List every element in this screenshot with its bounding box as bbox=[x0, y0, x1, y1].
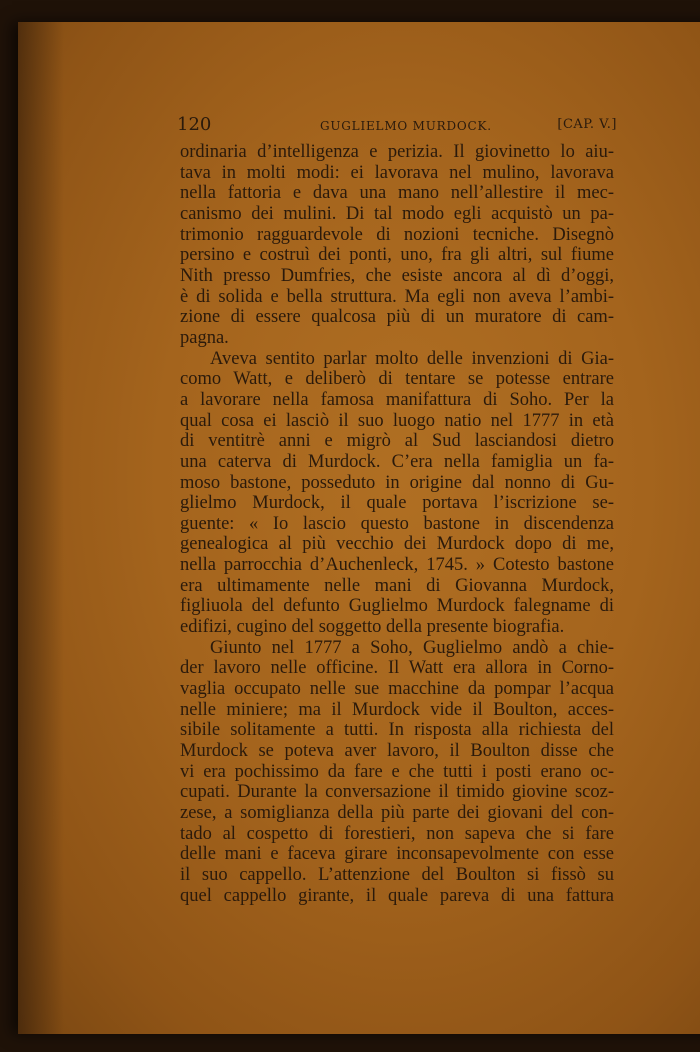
running-header bbox=[177, 114, 617, 138]
text-line: quel cappello girante, il quale pareva di una fattura bbox=[180, 885, 614, 906]
text-line: tado al cospetto di forestieri, non sapeva che si fare bbox=[180, 823, 614, 844]
text-line: edifizi, cugino del soggetto della presente biografia. bbox=[180, 617, 565, 638]
text-line: persino e costruì dei ponti, uno, fra gli altri, sul fiume bbox=[180, 245, 614, 266]
text-line: trimonio ragguardevole di nozioni tecniche. Disegnò bbox=[180, 224, 614, 245]
chapter-label: [CAP. V.] bbox=[557, 117, 617, 132]
text-line: canismo dei mulini. Di tal modo egli acquistò un pa- bbox=[180, 203, 614, 224]
text-line: delle mani e faceva girare inconsapevolmente con esse bbox=[180, 844, 614, 865]
text-line: cupati. Durante la conversazione il timido giovine scoz- bbox=[180, 782, 614, 803]
page-gutter-shadow bbox=[18, 22, 64, 1034]
text-line: il suo cappello. L’attenzione del Boulton si fissò su bbox=[180, 864, 614, 885]
text-line: è di solida e bella struttura. Ma egli non aveva l’ambi- bbox=[180, 286, 614, 307]
text-line: nella parrocchia d’Auchenleck, 1745. » Cotesto bastone bbox=[180, 555, 614, 576]
text-line: Murdock se poteva aver lavoro, il Boulton disse che bbox=[180, 741, 614, 762]
text-line: a lavorare nella famosa manifattura di Soho. Per la bbox=[180, 389, 614, 410]
text-line: tava in molti modi: ei lavorava nel mulino, lavorava bbox=[180, 162, 614, 183]
text-line: der lavoro nelle officine. Il Watt era allora in Corno- bbox=[180, 658, 614, 679]
text-line: era ultimamente nelle mani di Giovanna Murdock, bbox=[180, 575, 614, 596]
text-line: Aveva sentito parlar molto delle invenzioni di Gia- bbox=[210, 348, 614, 369]
text-line: zese, a somiglianza della più parte dei giovani del con- bbox=[180, 803, 614, 823]
text-line: ordinaria d’intelligenza e perizia. Il giovinetto lo aiu- bbox=[180, 142, 614, 162]
page-number: 120 bbox=[177, 114, 212, 135]
text-line: moso bastone, posseduto in origine dal nonno di Gu- bbox=[180, 472, 614, 493]
text-line: zione di essere qualcosa più di un muratore di cam- bbox=[180, 307, 614, 328]
running-title: GUGLIELMO MURDOCK. bbox=[320, 119, 492, 133]
text-line: guente: « Io lascio questo bastone in discendenza bbox=[180, 513, 614, 534]
text-line: glielmo Murdock, il quale portava l’iscrizione se- bbox=[180, 493, 614, 514]
body-text bbox=[180, 142, 614, 906]
text-line: pagna. bbox=[180, 327, 229, 348]
text-line: como Watt, e deliberò di tentare se potesse entrare bbox=[180, 369, 614, 390]
text-line: Nith presso Dumfries, che esiste ancora al dì d’oggi, bbox=[180, 265, 614, 286]
text-line: figliuola del defunto Guglielmo Murdock falegname di bbox=[180, 596, 614, 617]
text-line: Giunto nel 1777 a Soho, Guglielmo andò a chie- bbox=[210, 637, 614, 658]
text-line: di ventitrè anni e migrò al Sud lasciandosi dietro bbox=[180, 431, 614, 452]
text-line: nella fattoria e dava una mano nell’allestire il mec- bbox=[180, 183, 614, 204]
text-line: genealogica al più vecchio dei Murdock dopo di me, bbox=[180, 534, 614, 555]
text-line: sibile solitamente a tutti. In risposta alla richiesta del bbox=[180, 720, 614, 741]
text-line: nelle miniere; ma il Murdock vide il Boulton, acces- bbox=[180, 699, 614, 720]
text-line: qual cosa ei lasciò il suo luogo natio nel 1777 in età bbox=[180, 410, 614, 431]
text-line: una caterva di Murdock. C’era nella famiglia un fa- bbox=[180, 451, 614, 472]
text-line: vaglia occupato nelle sue macchine da pompar l’acqua bbox=[180, 679, 614, 700]
text-line: vi era pochissimo da fare e che tutti i posti erano oc- bbox=[180, 761, 614, 782]
